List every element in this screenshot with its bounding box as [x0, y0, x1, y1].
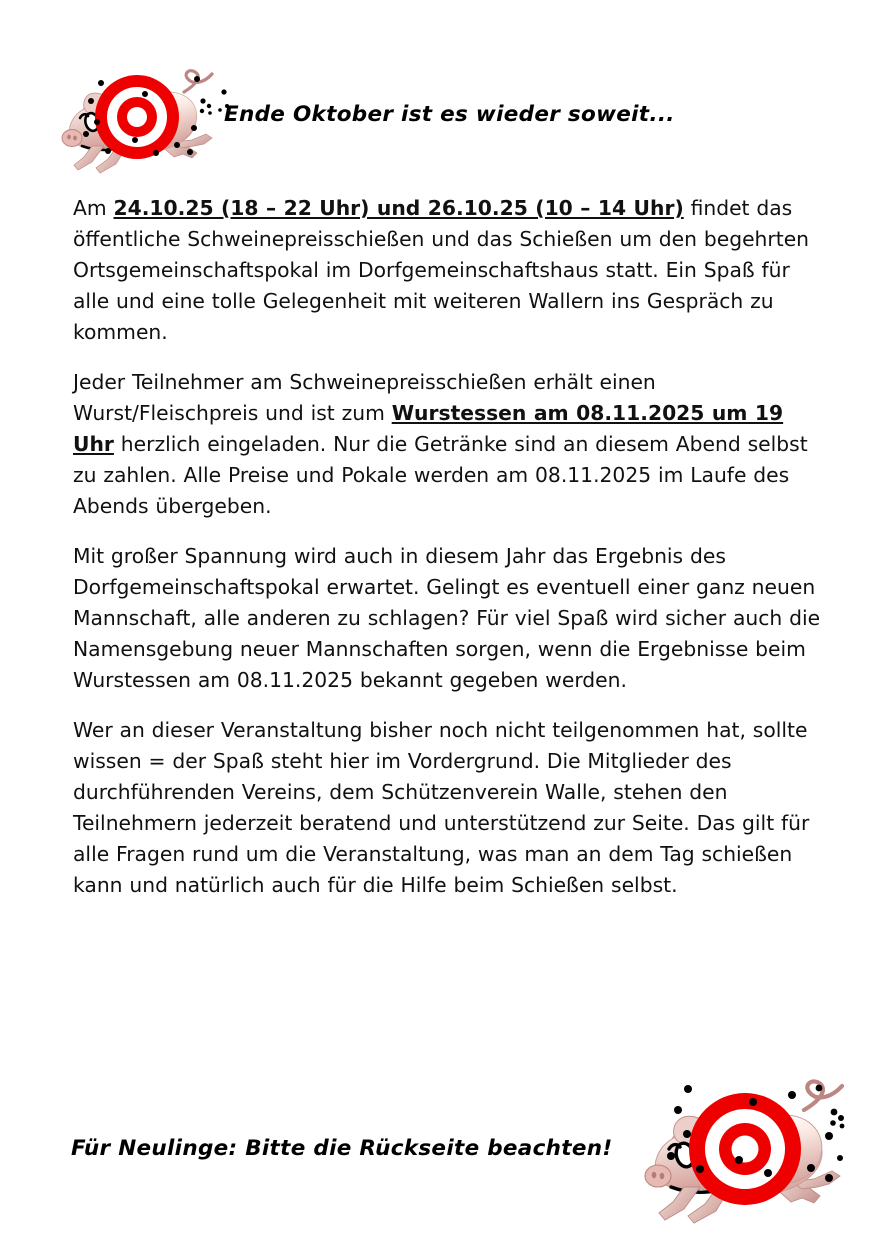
- text-run: Mit großer Spannung wird auch in diesem Jahr das Ergebnis des Dorfgemeinschaftspokal erwartet. Gelingt es eventuell einer ganz neuen Mannschaft, alle anderen zu schlagen? Für viel Spaß wird sicher auch die Namensgebung neuer Mannschaften sorgen, wenn die Ergebnisse beim Wurstessen am 08.11.2025 bekannt gegeben werden.: [73, 544, 821, 692]
- footer-note: Für Neulinge: Bitte die Rückseite beachten!: [71, 1136, 613, 1161]
- emphasis-run: 24.10.25 (18 – 22 Uhr) und 26.10.25 (10 – 14 Uhr): [113, 196, 684, 220]
- text-run: Wer an dieser Veranstaltung bisher noch nicht teilgenommen hat, sollte wissen = der Spaß steht hier im Vordergrund. Die Mitglieder des durchführenden Vereins, dem Schützenverein Walle, stehen den Teilnehmern jederzeit beratend und unterstützend zur Seite. Das gilt für alle Fragen rund um die Veranstaltung, was man an dem Tag schießen kann und natürlich auch für die Hilfe beim Schießen selbst.: [73, 718, 810, 897]
- text-run: Am: [73, 196, 114, 220]
- pig-with-target-icon: [34, 58, 234, 178]
- paragraph-4: [73, 715, 821, 901]
- pig-with-target-icon: [608, 1070, 874, 1240]
- paragraph-3: [73, 541, 821, 696]
- page-title: Ende Oktober ist es wieder soweit...: [224, 102, 675, 127]
- header-band: [0, 58, 874, 178]
- emphasis-run: Wurstessen am 08.11.2025 um 19 Uhr: [73, 401, 784, 456]
- article-body: [73, 193, 821, 901]
- paragraph-1: [73, 193, 821, 348]
- text-run: herzlich eingeladen. Nur die Getränke sind an diesem Abend selbst zu zahlen. Alle Preise und Pokale werden am 08.11.2025 im Laufe des Abends übergeben.: [73, 432, 808, 518]
- paragraph-2: [73, 367, 821, 522]
- footer-band: [0, 1068, 874, 1240]
- text-run: Jeder Teilnehmer am Schweinepreisschießen erhält einen Wurst/Fleischpreis und ist zum: [73, 370, 656, 425]
- text-run: findet das öffentliche Schweinepreisschießen und das Schießen um den begehrten Ortsgemeinschaftspokal im Dorfgemeinschaftshaus statt. Ein Spaß für alle und eine tolle Gelegenheit mit weiteren Wallern ins Gespräch zu kommen.: [73, 196, 810, 344]
